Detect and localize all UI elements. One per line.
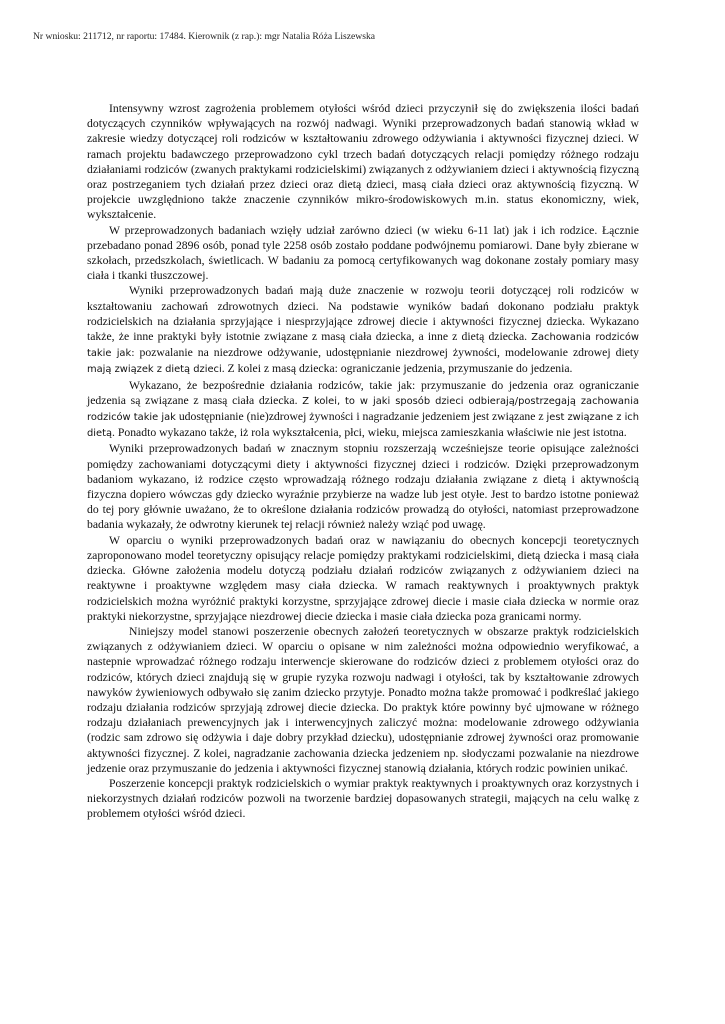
paragraph-theory [87, 283, 639, 377]
paragraph-theory-text-2: Zachowania rodziców takie jak: [87, 332, 639, 360]
paragraph-model-application: Niniejszy model stanowi poszerzenie obecnych założeń teoretycznych w obszarze praktyk rodzicielskich związanych z odżywianiem dzieci. W oparciu o opisane w nim zależności można odpowiednio weryfikować, a nastepnie wprowadzać różnego rodzaju interwencje skierowane do rodziców dzieci z problemem otyłości oraz do rodziców, których dzieci znajdują się w grupie ryzyka rozwoju nadwagi i otyłości, tak by kształtowanie zdrowych nawyków żywieniowych odbywało się zanim dziecko przytyje. Ponadto można także promować i podkreślać jakiego rodzaju działania rodziców sprzyjają zdrowej diecie dziecka. Do praktyk które powinny być ujmowane w różnego rodzaju działaniach prewencyjnych jak i interwencyjnych zaliczyć można: modelowanie zdrowego odżywiania (rodzic sam zdrowo się odżywia i daje dobry przykład dziecku), udostępnianie zdrowej żywności oraz promowanie aktywności fizycznej. Z kolei, nagradzanie zachowania dziecka jedzeniem np. słodyczami pozwalanie na niezdrowe jedzenie oraz przymuszanie do jedzenia i aktywności fizycznej stanowią działania, których rodzic powinien unikać. [87, 624, 639, 775]
paragraph-theory-text-1: Wyniki przeprowadzonych badań mają duże znaczenie w rozwoju teorii dotyczącej roli rodziców w kształtowaniu zachowań zdrowotnych dzieci. Na podstawie wyników badań dokonano podziału praktyk rodzicielskich na działania sprzyjające i niesprzyjające zdrowej diecie i aktywności fizycznej dziecka. Wykazano także, że inne praktyki były istotnie związane z masą ciała dziecka, a inne z dietą dziecka. [87, 284, 639, 344]
report-body [87, 101, 639, 822]
paragraph-theory-text-5: . Z kolei z masą dziecka: ograniczanie jedzenia, przymuszanie do jedzenia. [221, 362, 573, 376]
report-header: Nr wniosku: 211712, nr raportu: 17484. Kierownik (z rap.): mgr Natalia Róża Liszewska [33, 31, 376, 42]
paragraph-direct-actions-text-1: Wykazano, że bezpośrednie działania rodziców, takie jak: przymuszanie do jedzenia oraz ograniczanie jedzenia są związane z masą ciała dziecka. [87, 378, 639, 407]
paragraph-theory-text-3: pozwalanie na niezdrowe odżywanie, udostępnianie niezdrowej żywności, modelowanie zdrowej diety [134, 346, 639, 360]
paragraph-direct-actions-text-4: jest związane z ich dietą [87, 412, 639, 440]
paragraph-conclusion: Poszerzenie koncepcji praktyk rodzicielskich o wymiar praktyk reaktywnych i proaktywnych oraz korzystnych i niekorzystnych działań rodziców pozwoli na tworzenie bardziej dopasowanych strategii, mających na celu walkę z problemem otyłości wśród dzieci. [87, 776, 639, 821]
paragraph-theory-text-4: mają związek z dietą dzieci [87, 364, 222, 376]
paragraph-direct-actions-text-2: Z kolei, to w jaki sposób dzieci odbierają/postrzegają zachowania rodziców takie jak [87, 395, 639, 424]
paragraph-direct-actions-text-5: . Ponadto wykazano także, iż rola wykształcenia, płci, wieku, miejsca zamieszkania właściwie nie jest istotna. [112, 426, 627, 440]
paragraph-intro: Intensywny wzrost zagrożenia problemem otyłości wśród dzieci przyczynił się do zwiększenia ilości badań dotyczących czynników wpływających na rozwój nadwagi. Wyniki przeprowadzonych badań stanowią wkład w zakresie wiedzy dotyczącej roli rodziców w kształtowaniu zdrowego odżywiania i aktywności fizycznej dzieci. W ramach projektu badawczego przeprowadzono cykl trzech badań dotyczących relacji pomiędzy różnego rodzaju działaniami rodziców (zwanych praktykami rodzicielskimi) związanych z odżywianiem dzieci i aktywnością fizyczną oraz postrzeganiem tych działań przez dzieci oraz dietą dzieci, masą ciała dzieci oraz aktywnością fizyczną. W projekcie uwzględniono także znaczenie czynników mikro-środowiskowych m.in. status ekonomiczny, wiek, wykształcenie. [87, 102, 640, 222]
paragraph-direct-actions [87, 378, 639, 442]
paragraph-study-sample: W przeprowadzonych badaniach wzięły udział zarówno dzieci (w wieku 6-11 lat) jak i ich rodzice. Łącznie przebadano ponad 2896 osób, ponad tyle 2258 osób zostało poddane podwójnemu pomiarowi. Dane były zbierane w szkołach, przedszkolach, świetlicach. W badaniu za pomocą certyfikowanych wag dokonane zostały pomiary masy ciała i tkanki tłuszczowej. [87, 223, 639, 283]
paragraph-model: W oparciu o wyniki przeprowadzonych badań oraz w nawiązaniu do obecnych koncepcji teoretycznych zaproponowano model teoretyczny opisujący relacje pomiędzy praktykami rodzicielskimi, dietą dziecka i masą ciała dziecka. Główne założenia modelu dotyczą podziału działań rodziców związanych z odżywianiem dzieci na reaktywne i proaktywne względem masy ciała dziecka. W ramach reaktywnych i proaktywnych praktyk rodzicielskich można wyróżnić praktyki korzystne, sprzyjające zdrowej diecie i masie ciała dziecka w normie oraz praktyki niekorzystne, sprzyjające niezdrowej diecie dziecka i masie ciała dziecka poza granicami normy. [87, 533, 639, 623]
paragraph-results-extension: Wyniki przeprowadzonych badań w znacznym stopniu rozszerzają wcześniejsze teorie opisujące zależności pomiędzy zachowaniami dotyczącymi diety i aktywności fizycznej dzieci i rodziców. Dzięki przeprowadzonym badaniom wykazano, iż rodzice często wprowadzają różnego rodzaju działania związane z dietą i aktywnością fizyczna dopiero wówczas gdy dziecko wyraźnie przybierze na wadze lub jest otyłe. Jest to bardzo istotne ponieważ do tej pory głównie uważano, że to określone działania rodziców prowadzą do otyłości, natomiast przeprowadzone badania wykazały, że odwrotny kierunek tej relacji również należy wziąć pod uwagę. [87, 442, 639, 532]
paragraph-direct-actions-text-3: udostępnianie (nie)zdrowej żywności i nagradzanie jedzeniem jest związane z [175, 410, 547, 424]
